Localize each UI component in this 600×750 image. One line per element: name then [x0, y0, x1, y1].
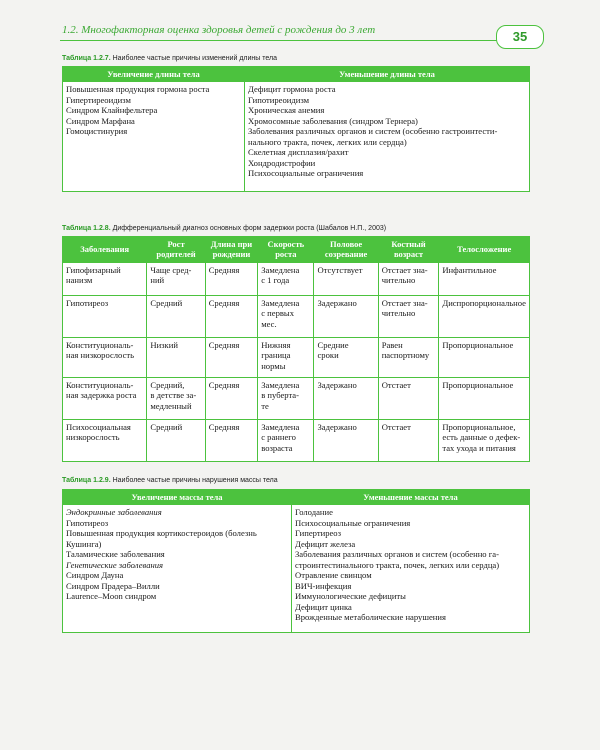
list-item: Хромосомные заболевания (синдром Тернера) [248, 115, 418, 126]
table3-col1-header: Увеличение массы тела [63, 490, 292, 505]
list-item: Хроническая анемия [248, 105, 325, 116]
list-item: Гипотиреоз [66, 517, 109, 528]
list-item: Дефицит цинка [295, 601, 352, 612]
table-cell: Нижняя граница нормы [258, 337, 314, 377]
list-item: Отравление свинцом [295, 570, 372, 581]
table-cell: Пропорциональное [439, 377, 530, 419]
table-cell: Средняя [205, 337, 258, 377]
table-row [63, 337, 530, 377]
table-cell: Средний [147, 419, 205, 461]
list-item: Гипертиреоз [295, 528, 341, 539]
table2-header-bone-age: Костный возраст [378, 237, 439, 263]
list-item: Laurence–Moon синдром [66, 591, 157, 602]
list-item: Дефицит гормона роста [248, 84, 336, 95]
table-cell: Задержано [314, 377, 378, 419]
table3 [62, 489, 530, 633]
table-cell: Пропорциональное [439, 337, 530, 377]
table-cell: Замедлена в пуберта- те [258, 377, 314, 419]
table-cell: Конституциональ- ная низкорослость [63, 337, 147, 377]
list-item: Заболевания различных органов и систем (особенно гастроинтести- [248, 126, 498, 137]
table-cell: Замедлена с 1 года [258, 262, 314, 295]
table3-caption: Таблица 1.2.9. Наиболее частые причины нарушения массы тела [62, 477, 278, 484]
page-number: 35 [496, 25, 544, 49]
table-cell: Отстает [378, 419, 439, 461]
table1-caption: Таблица 1.2.7. Наиболее частые причины изменений длины тела [62, 55, 278, 62]
table-cell: Отстает [378, 377, 439, 419]
table2-caption: Таблица 1.2.8. Дифференциальный диагноз основных форм задержки роста (Шабалов Н.П., 2003) [62, 225, 387, 232]
list-item: ВИЧ-инфекция [295, 580, 352, 591]
list-item: Синдром Прадера–Вилли [66, 580, 160, 591]
table-cell: Низкий [147, 337, 205, 377]
table2-header-growth-rate: Скорость роста [258, 237, 314, 263]
list-item: Хондродистрофии [248, 157, 316, 168]
list-item: Психосоциальные ограничения [295, 517, 411, 528]
list-item: Психосоциальные ограничения [248, 168, 364, 179]
table-cell: Пропорциональное, есть данные о дефек- тах ухода и питания [439, 419, 530, 461]
table2-header-birth-length: Длина при рождении [205, 237, 258, 263]
list-item: Дефицит железа [295, 538, 356, 549]
table-cell: Средний [147, 295, 205, 337]
table-row [63, 377, 530, 419]
table1 [62, 66, 530, 192]
list-item: Врожденные метаболические нарушения [295, 612, 446, 623]
table-cell: Отсутствует [314, 262, 378, 295]
table-cell: Задержано [314, 419, 378, 461]
list-item: Генетические заболевания [66, 559, 164, 570]
table2 [62, 236, 530, 462]
table3-col2-cell [292, 505, 530, 633]
table-cell: Конституциональ- ная задержка роста [63, 377, 147, 419]
table3-col1-cell [63, 505, 292, 633]
table-cell: Гипофизарный нанизм [63, 262, 147, 295]
table3-col2-header: Уменьшение массы тела [292, 490, 530, 505]
running-title: 1.2. Многофакторная оценка здоровья детей с рождения до 3 лет [62, 24, 376, 36]
table-row [63, 295, 530, 337]
table2-header-constitution: Телосложение [439, 237, 530, 263]
table-cell: Отстает зна- чительно [378, 262, 439, 295]
table2-header-disease: Заболевания [63, 237, 147, 263]
list-item: Иммунологические дефициты [295, 591, 406, 602]
list-item: Повышенная продукция гормона роста [66, 84, 210, 95]
table-cell: Инфантильное [439, 262, 530, 295]
list-item: Гипотиреоидизм [248, 94, 310, 105]
table1-col2-cell [245, 82, 530, 192]
list-item: Синдром Клайнфельтера [66, 105, 158, 116]
list-item: Голодание [295, 507, 333, 518]
table-cell: Отстает зна- чительно [378, 295, 439, 337]
table-cell: Диспропорциональное [439, 295, 530, 337]
table-cell: Психосоциальная низкорослость [63, 419, 147, 461]
table1-col1-cell [63, 82, 245, 192]
list-item: Синдром Марфана [66, 115, 135, 126]
list-item: Таламические заболевания [66, 549, 165, 560]
table-row [63, 419, 530, 461]
list-item: Синдром Дауна [66, 570, 124, 581]
table-cell: Средние сроки [314, 337, 378, 377]
table-cell: Средняя [205, 377, 258, 419]
list-item: Гомоцистинурия [66, 126, 128, 137]
table-cell: Гипотиреоз [63, 295, 147, 337]
list-item: Эндокринные заболевания [66, 507, 162, 518]
table-cell: Замедлена с раннего возраста [258, 419, 314, 461]
table2-header-parents-height: Рост родителей [147, 237, 205, 263]
list-item: Гипертиреоидизм [66, 94, 131, 105]
table-cell: Средняя [205, 419, 258, 461]
header-rule [60, 40, 510, 41]
table-cell: Равен паспортному [378, 337, 439, 377]
list-item: Повышенная продукция кортикостероидов (болезнь [66, 528, 257, 539]
table-cell: Средняя [205, 262, 258, 295]
list-item: Кушинга) [66, 538, 102, 549]
list-item: Скелетная дисплазия/рахит [248, 147, 349, 158]
list-item: строинтестинального тракта, почек, легких или сердца) [295, 559, 500, 570]
list-item: нального тракта, почек, легких или сердца) [248, 136, 407, 147]
table-row [63, 262, 530, 295]
list-item: Заболевания различных органов и систем (особенно га- [295, 549, 499, 560]
table1-col2-header: Уменьшение длины тела [245, 67, 530, 82]
table-cell: Чаще сред- ний [147, 262, 205, 295]
table1-col1-header: Увеличение длины тела [63, 67, 245, 82]
table2-header-puberty: Половое созревание [314, 237, 378, 263]
table-cell: Средняя [205, 295, 258, 337]
table-cell: Замедлена с первых мес. [258, 295, 314, 337]
table-cell: Задержано [314, 295, 378, 337]
table-cell: Средний, в детстве за- медленный [147, 377, 205, 419]
